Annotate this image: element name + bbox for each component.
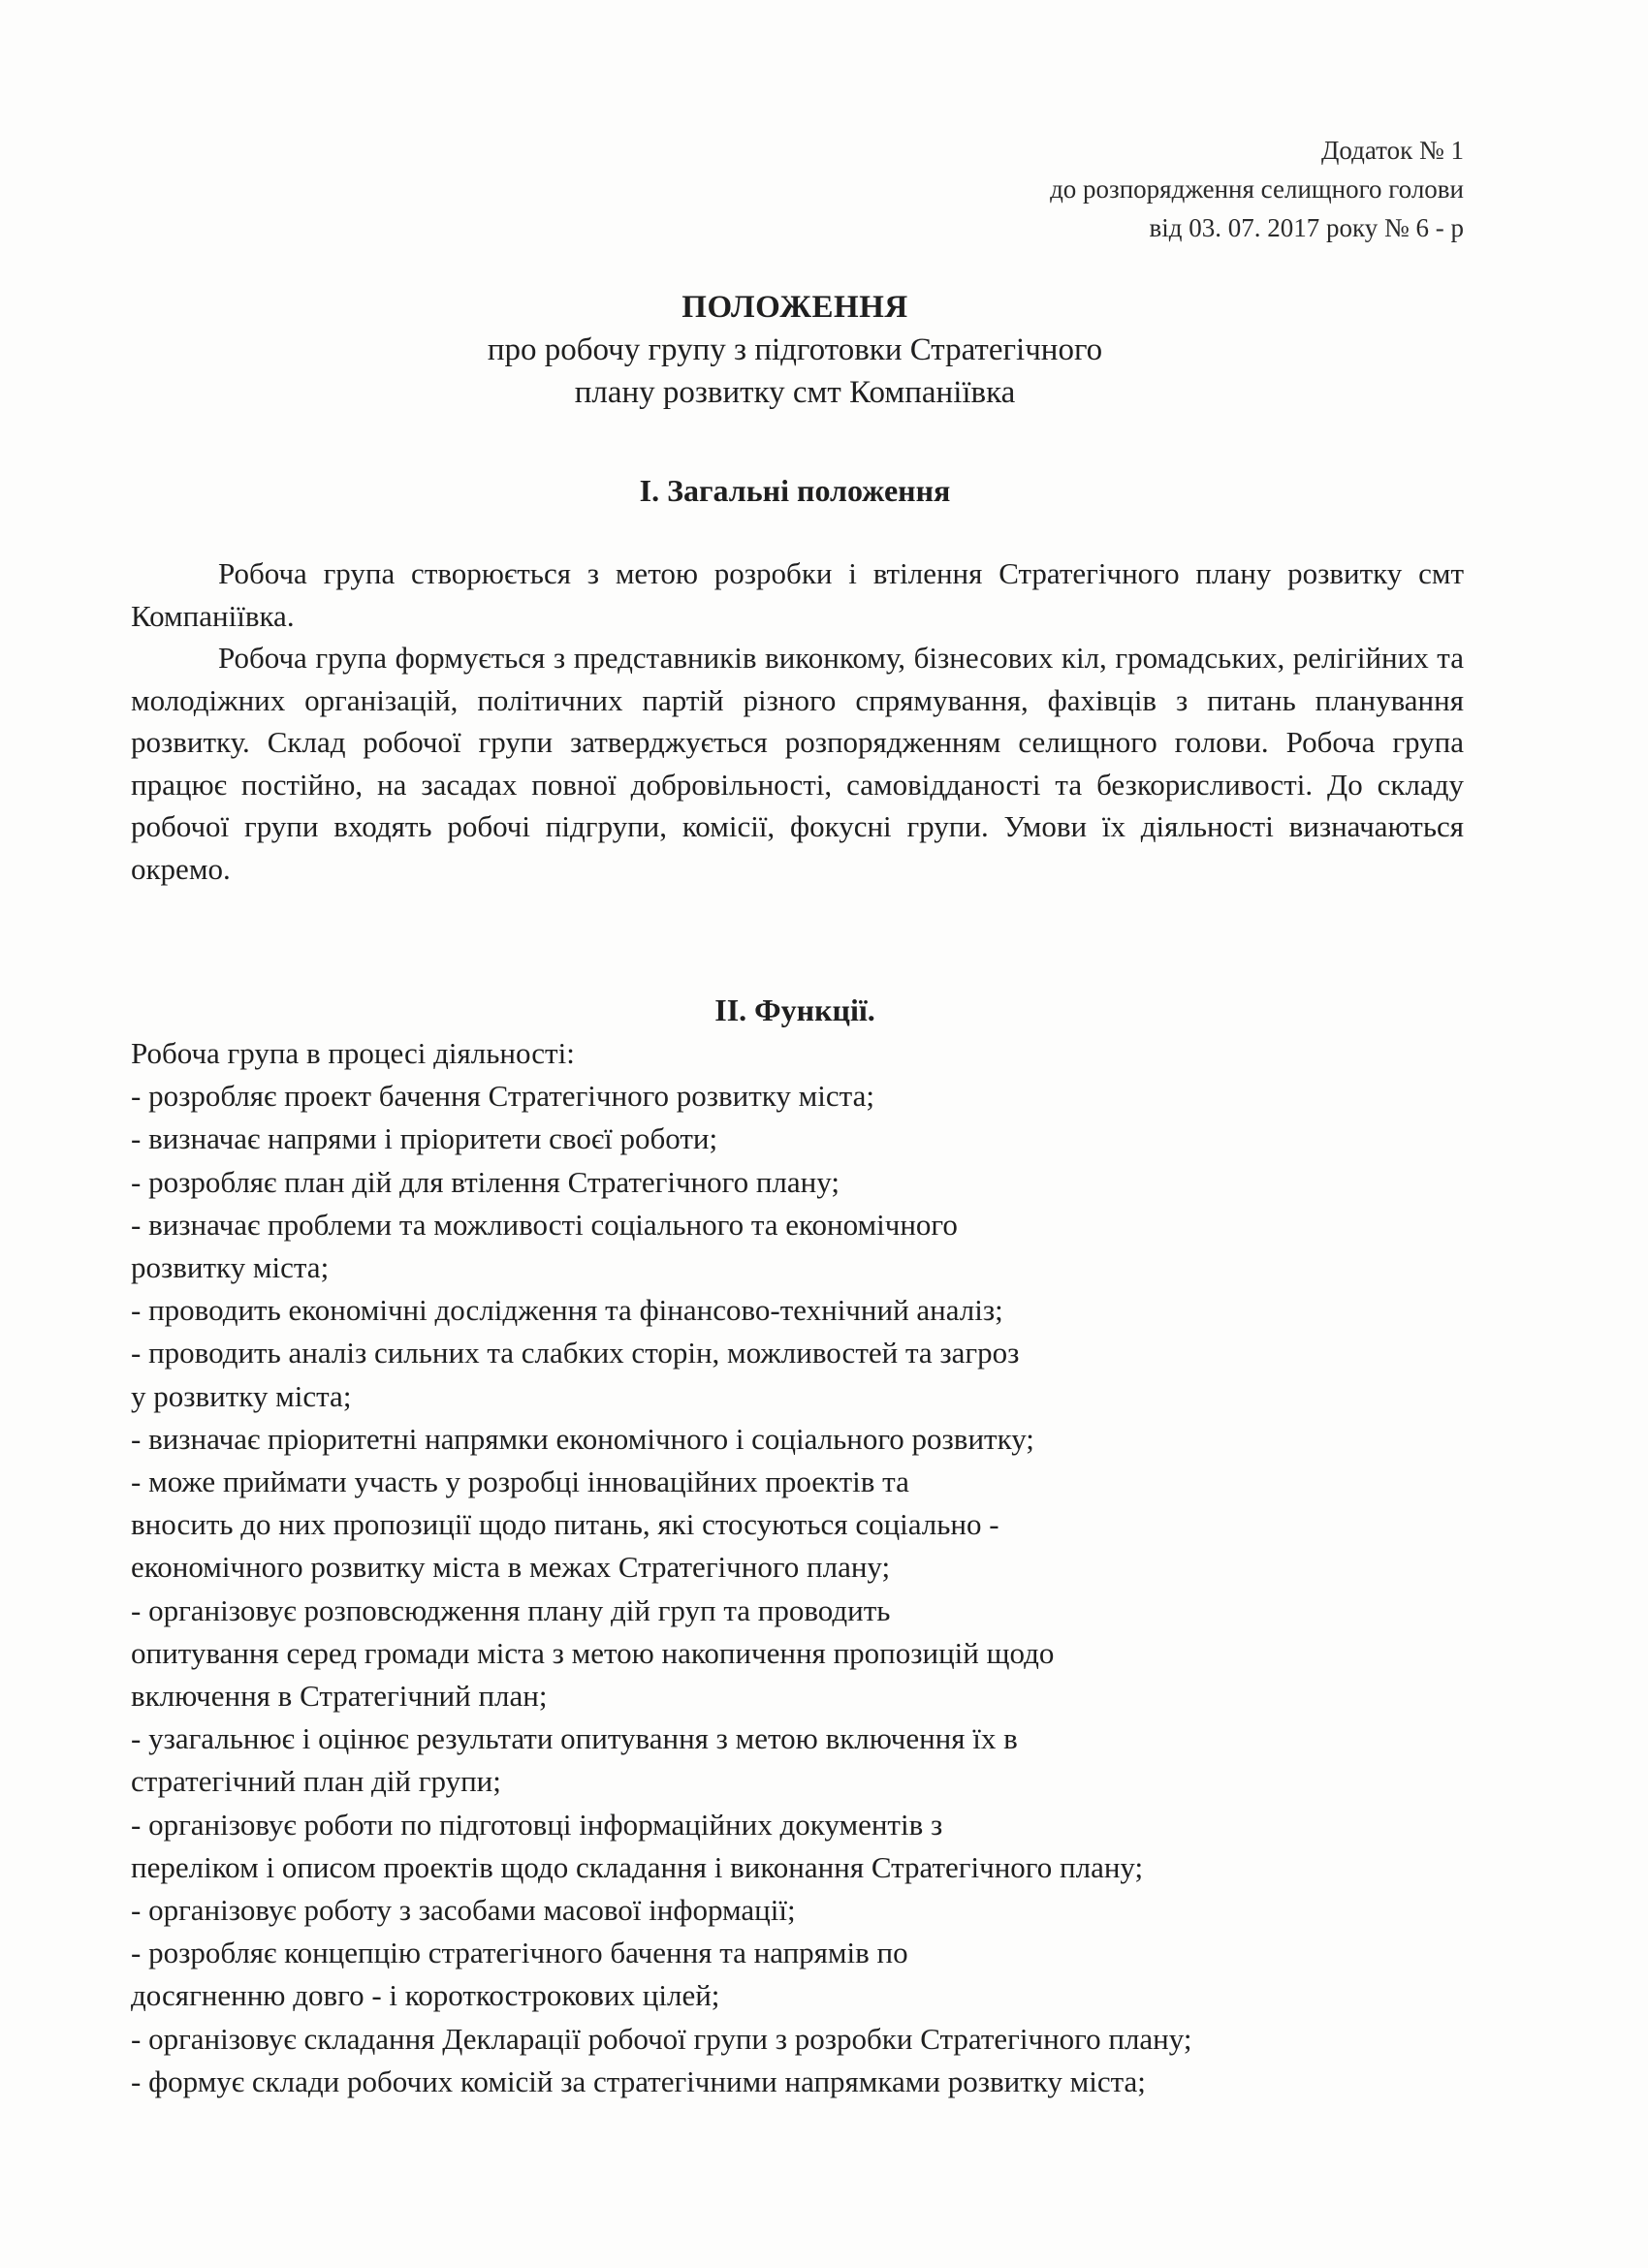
function-item: - розробляє проект бачення Стратегічного розвитку міста;: [131, 1079, 874, 1114]
function-item: - організовує роботу з засобами масової інформації;: [131, 1893, 796, 1928]
function-item: - організовує складання Декларації робочої групи з розробки Стратегічного плану;: [131, 2021, 1192, 2056]
annex-header: [1050, 131, 1464, 247]
annex-number: Додаток № 1: [1321, 136, 1464, 165]
document-title: ПОЛОЖЕННЯ: [681, 290, 908, 325]
function-item: - розробляє план дій для втілення Стратегічного плану;: [131, 1164, 840, 1199]
function-item: - розробляє концепцію стратегічного бачення та напрямів по досягненню довго - і короткострокових цілей;: [131, 1936, 908, 2013]
annex-order-date: від 03. 07. 2017 року № 6 - р: [1149, 213, 1464, 242]
function-item: - може приймати участь у розробці інноваційних проектів та вносить до них пропозиції щодо питань, які стосуються соціально - економічного розвитку міста в межах Стратегічного плану;: [131, 1465, 999, 1585]
section-1-paragraph-1: Робоча група створюється з метою розробки і втілення Стратегічного плану розвитку смт Компаніївка.: [131, 556, 1464, 633]
function-item: - визначає напрями і пріоритети своєї роботи;: [131, 1121, 718, 1156]
functions-section: [131, 1032, 1469, 2103]
function-item: - узагальнює і оцінює результати опитування з метою включення їх в стратегічний план дій групи;: [131, 1721, 1018, 1799]
document-title-block: [0, 286, 1590, 414]
annex-order-reference: до розпорядження селищного голови: [1050, 174, 1464, 204]
section-1-body: [131, 552, 1464, 890]
function-item: - проводить економічні дослідження та фінансово-технічний аналіз;: [131, 1293, 1003, 1328]
section-1-heading: І. Загальні положення: [639, 473, 951, 508]
function-item: - формує склади робочих комісій за стратегічними напрямками розвитку міста;: [131, 2063, 1146, 2098]
function-item: - визначає проблеми та можливості соціального та економічного розвитку міста;: [131, 1207, 958, 1285]
section-2-heading: ІІ. Функції.: [714, 992, 875, 1027]
functions-list: [131, 1075, 1469, 2103]
function-item: - визначає пріоритетні напрямки економічного і соціального розвитку;: [131, 1421, 1034, 1456]
functions-intro: Робоча група в процесі діяльності:: [131, 1036, 575, 1070]
function-item: - організовує роботи по підготовці інформаційних документів з переліком і описом проектів щодо складання і виконання Стратегічного плану;: [131, 1807, 1144, 1884]
document-subtitle-line-1: про робочу групу з підготовки Стратегічного: [487, 332, 1103, 367]
function-item: - організовує розповсюдження плану дій груп та проводить опитування серед громади міста з метою накопичення пропозицій щодо включення в Стратегічний план;: [131, 1592, 1055, 1714]
function-item: - проводить аналіз сильних та слабких сторін, можливостей та загроз у розвитку міста;: [131, 1336, 1020, 1413]
section-1-paragraph-2: Робоча група формується з представників виконкому, бізнесових кіл, громадських, релігійних та молодіжних організацій, політичних партій різного спрямування, фахівців з питань планування розвитку. Склад робочої групи затверджується розпорядженням селищного голови. Робоча група працює постійно, на засадах повної добровільності, самовідданості та безкорисливості. До складу робочої групи входять робочі підгрупи, комісії, фокусні групи. Умови їх діяльності визначаються окремо.: [131, 641, 1464, 886]
document-subtitle-line-2: плану розвитку смт Компаніївка: [574, 375, 1016, 410]
